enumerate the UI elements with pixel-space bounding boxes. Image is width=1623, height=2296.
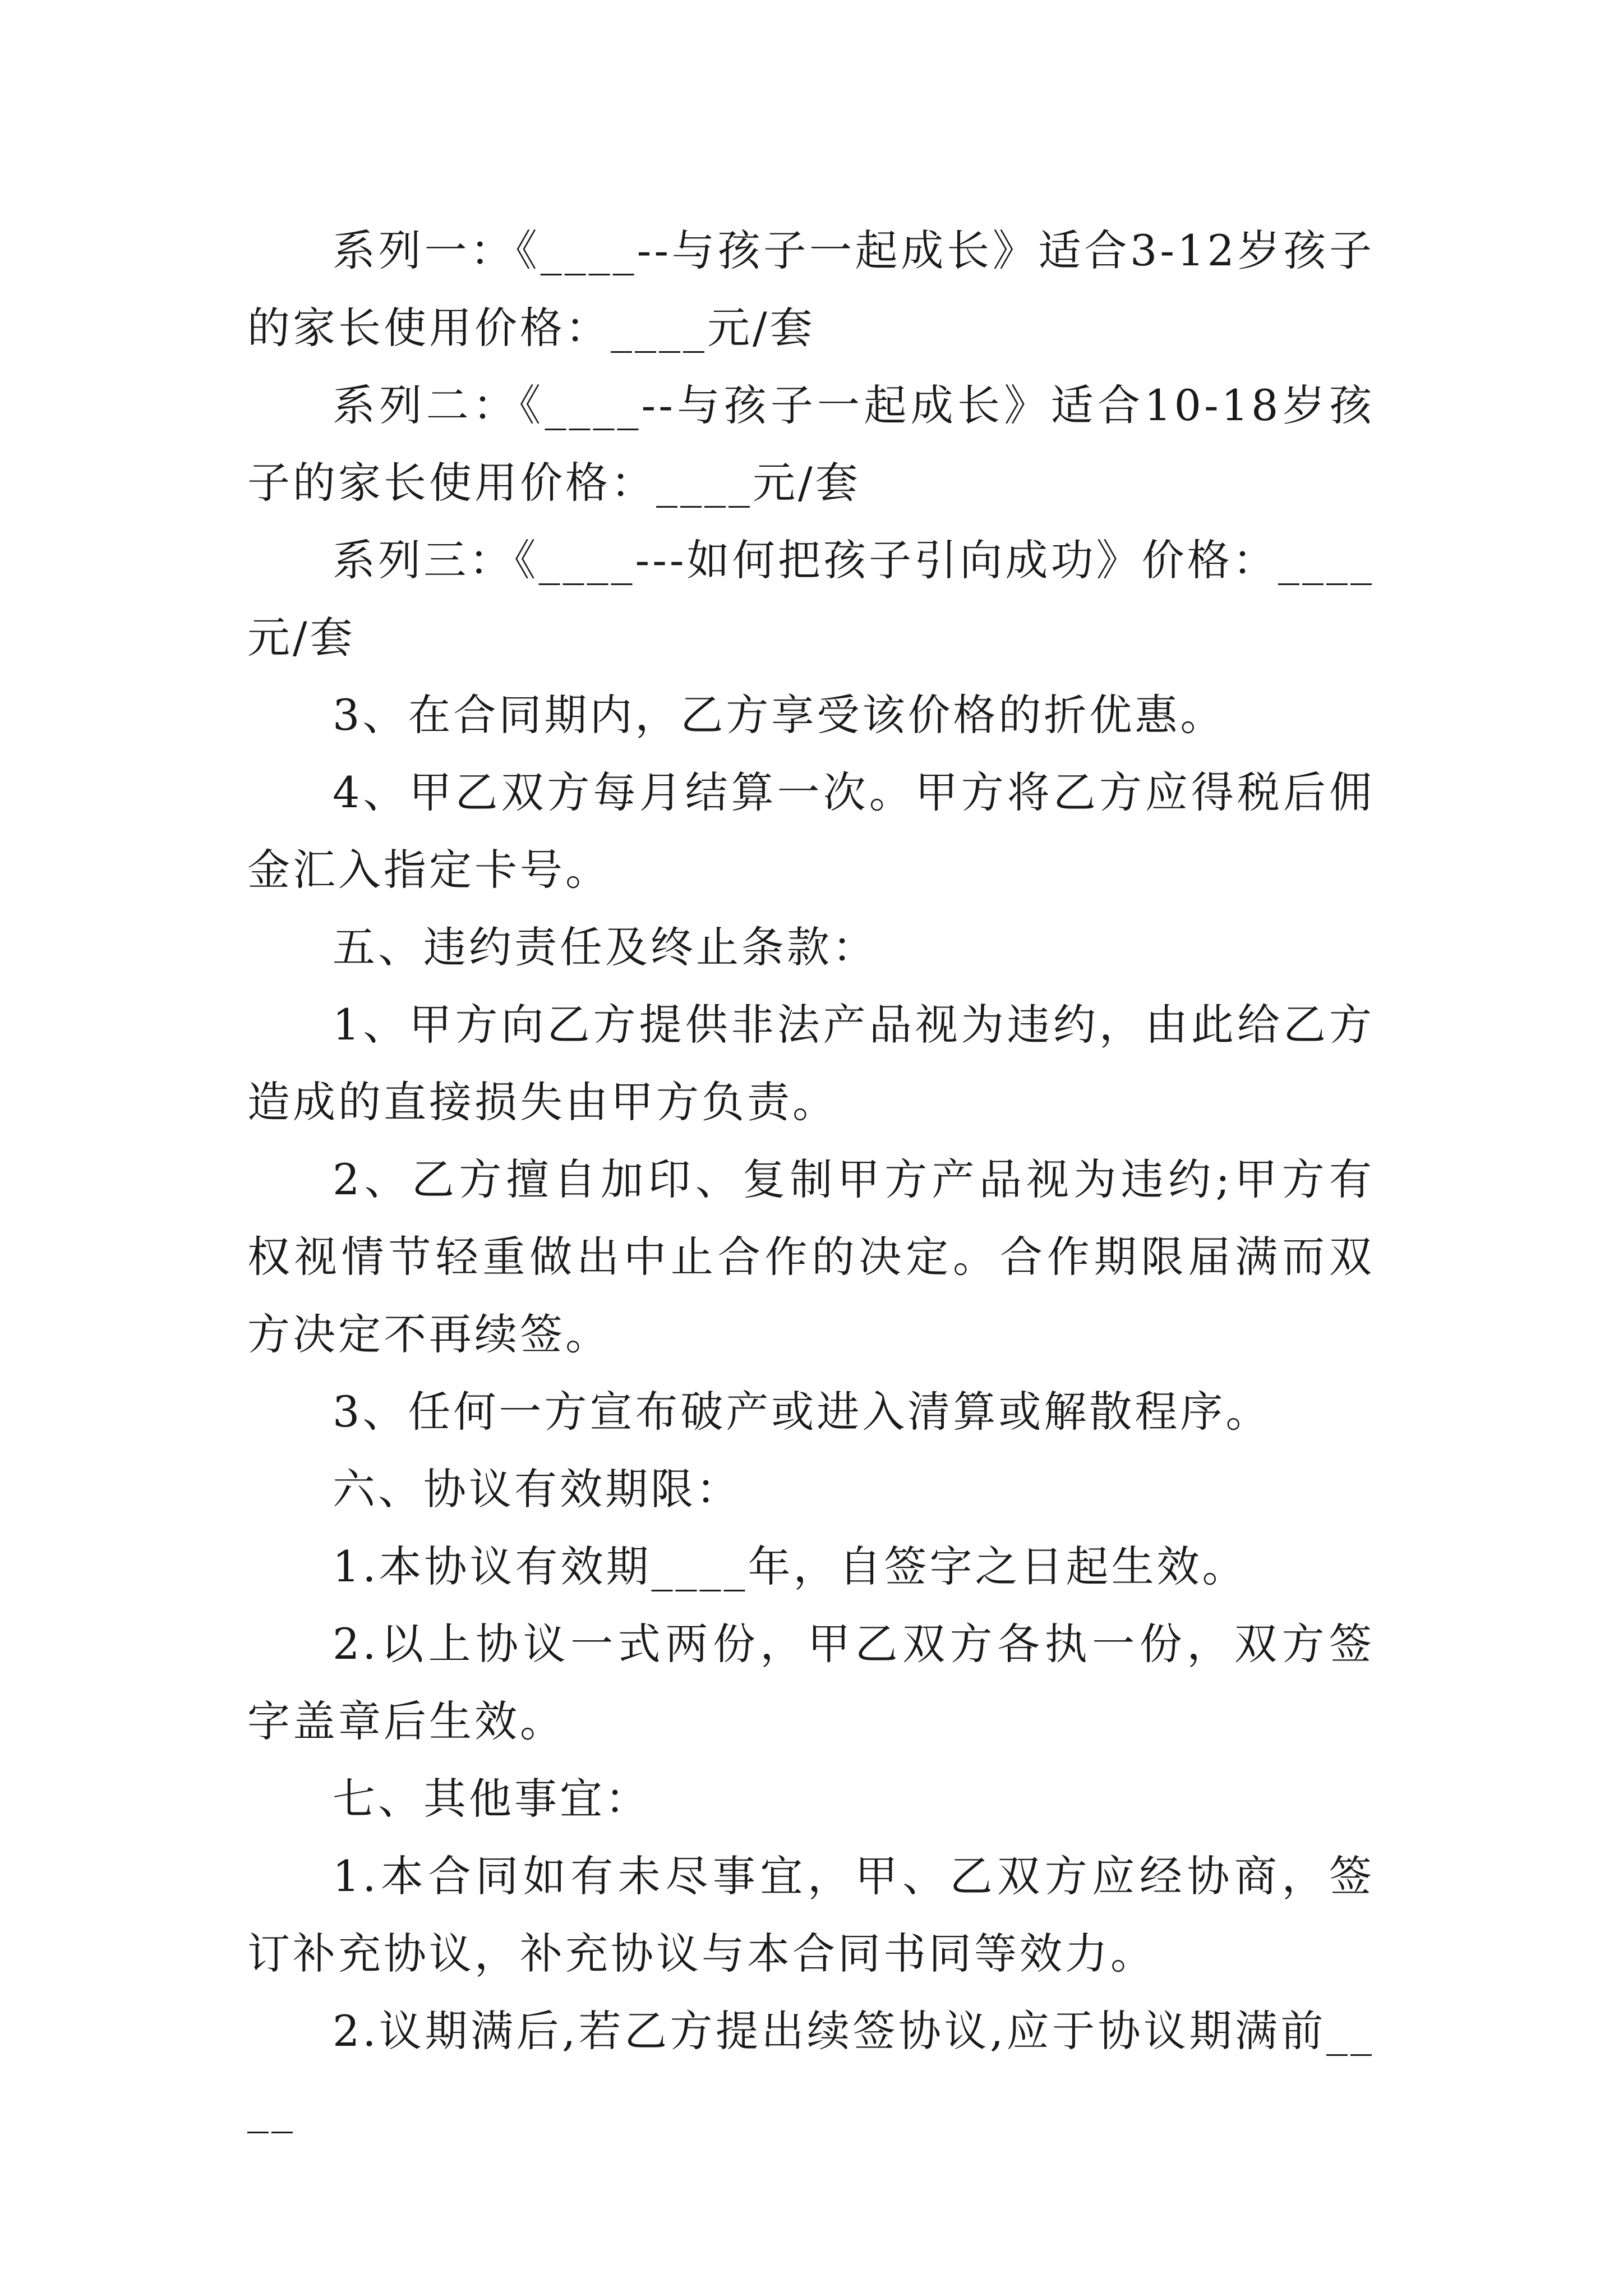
document-body xyxy=(247,212,1375,2147)
paragraph-other-1: 1.本合同如有未尽事宜，甲、乙双方应经协商，签订补充协议，补充协议与本合同书同等效力。 xyxy=(247,1851,1375,1978)
paragraph-discount: 3、在合同期内，乙方享受该价格的折优惠。 xyxy=(333,690,1226,740)
section-heading-other: 七、其他事宜： xyxy=(333,1774,651,1824)
paragraph-term-1: 1.本协议有效期____年，自签字之日起生效。 xyxy=(333,1542,1248,1591)
paragraph-series-1: 系列一：《____--与孩子一起成长》适合3-12岁孩子的家长使用价格：____元/套 xyxy=(247,226,1375,353)
paragraph-breach-1: 1、甲方向乙方提供非法产品视为违约，由此给乙方造成的直接损失由甲方负责。 xyxy=(247,1000,1375,1127)
paragraph-series-2: 系列二：《____--与孩子一起成长》适合10-18岁孩子的家长使用价格：____元/套 xyxy=(247,380,1375,508)
paragraph-breach-2: 2、乙方擅自加印、复制甲方产品视为违约;甲方有权视情节轻重做出中止合作的决定。合作期限届满而双方决定不再续签。 xyxy=(247,1154,1375,1359)
paragraph-other-2: 2.议期满后,若乙方提出续签协议,应于协议期满前____ xyxy=(247,2006,1375,2133)
paragraph-series-3: 系列三：《____---如何把孩子引向成功》价格：____元/套 xyxy=(247,535,1375,662)
paragraph-term-2: 2.以上协议一式两份，甲乙双方各执一份，双方签字盖章后生效。 xyxy=(247,1619,1375,1746)
section-heading-term: 六、协议有效期限： xyxy=(333,1464,741,1514)
paragraph-breach-3: 3、任何一方宣布破产或进入清算或解散程序。 xyxy=(333,1387,1271,1437)
section-heading-breach: 五、违约责任及终止条款： xyxy=(333,922,878,972)
paragraph-settlement: 4、甲乙双方每月结算一次。甲方将乙方应得税后佣金汇入指定卡号。 xyxy=(247,767,1375,895)
